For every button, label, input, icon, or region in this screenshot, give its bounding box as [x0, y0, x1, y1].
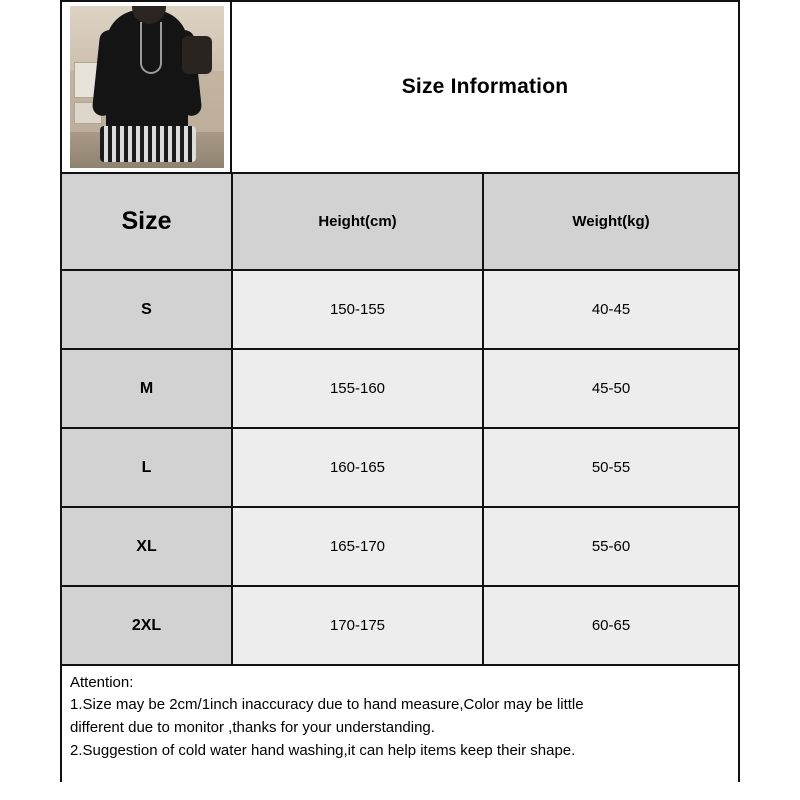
attention-line-1b: different due to monitor ,thanks for your understanding. [70, 719, 435, 736]
chart-title-cell [232, 2, 738, 172]
attention-title: Attention: [70, 674, 134, 691]
column-header-height: Height(cm) [232, 174, 483, 270]
size-chart-frame [60, 0, 740, 782]
column-header-size: Size [62, 174, 232, 270]
cell-size: M [62, 349, 232, 428]
cell-size: 2XL [62, 586, 232, 665]
attention-line-2: 2.Suggestion of cold water hand washing,it can help items keep their shape. [70, 742, 576, 759]
cell-height: 160-165 [232, 428, 483, 507]
cell-weight: 60-65 [483, 586, 738, 665]
table-row [62, 428, 738, 507]
cell-height: 165-170 [232, 507, 483, 586]
cell-size: S [62, 270, 232, 349]
page-title: Size Information [401, 75, 569, 98]
cell-weight: 40-45 [483, 270, 738, 349]
cell-height: 170-175 [232, 586, 483, 665]
attention-line-1a: 1.Size may be 2cm/1inch inaccuracy due to hand measure,Color may be little [70, 696, 584, 713]
chart-header-row [62, 2, 738, 174]
table-header-row [62, 174, 738, 270]
product-photo-cell [62, 2, 232, 172]
table-row [62, 586, 738, 665]
cell-weight: 45-50 [483, 349, 738, 428]
cell-size: XL [62, 507, 232, 586]
photo-lace-hem [100, 126, 196, 162]
cell-size: L [62, 428, 232, 507]
product-photo [70, 6, 224, 168]
table-row [62, 270, 738, 349]
attention-block [62, 666, 738, 798]
size-table [62, 174, 738, 666]
table-row [62, 507, 738, 586]
column-header-weight: Weight(kg) [483, 174, 738, 270]
table-row [62, 349, 738, 428]
cell-height: 150-155 [232, 270, 483, 349]
photo-handbag [182, 36, 212, 74]
photo-necklace [140, 22, 162, 74]
cell-height: 155-160 [232, 349, 483, 428]
cell-weight: 55-60 [483, 507, 738, 586]
cell-weight: 50-55 [483, 428, 738, 507]
